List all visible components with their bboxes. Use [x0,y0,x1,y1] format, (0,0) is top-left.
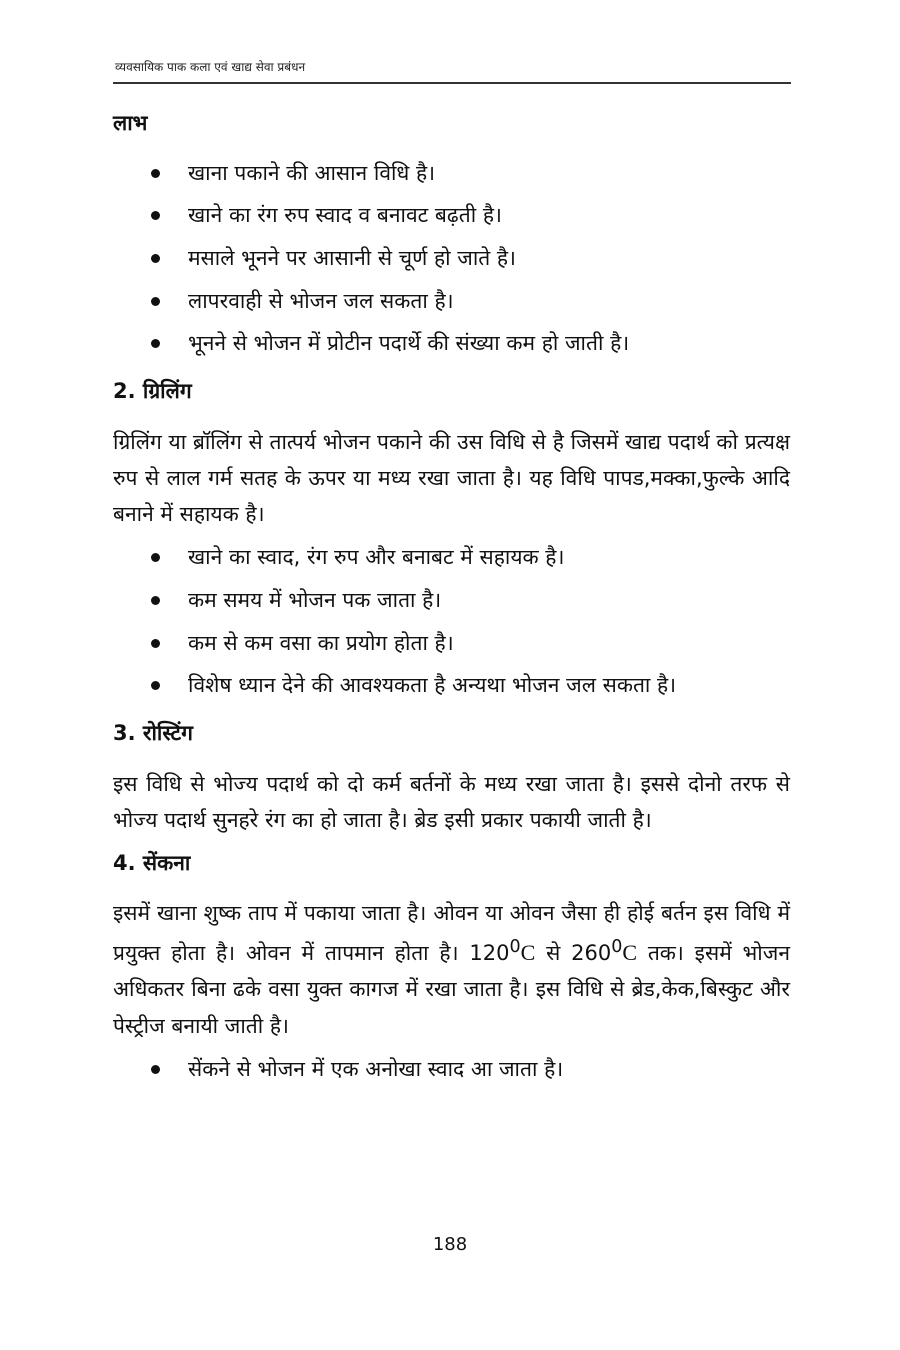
temp-range-word: से [546,940,561,965]
page-number: 188 [432,1234,468,1255]
bullet-icon [151,681,160,690]
bullet-icon [151,1065,160,1074]
bullet-icon [151,254,160,263]
degree-mark: 0 [611,936,623,957]
grilling-paragraph: ग्रिलिंग या ब्रॉलिंग से तात्पर्य भोजन पकाने की उस विधि से है जिसमें खाद्य पदार्थ को प्रत्यक्ष रुप से लाल गर्म सतह के ऊपर या मध्य रखा जाता है। यह विधि पापड,मक्का,फुल्के आदि बनाने में सहायक है। [113,429,790,527]
list-item [113,626,790,662]
baking-paragraph [113,895,790,1043]
degree-mark: 0 [509,936,521,957]
list-item [113,1052,790,1088]
list-item [113,326,790,362]
bullet-icon [151,553,160,562]
bullet-icon [151,297,160,306]
page-content [113,106,790,1099]
list-item-text: खाना पकाने की आसान विधि है। [188,160,436,185]
grilling-list [113,540,790,704]
list-item-text: कम से कम वसा का प्रयोग होता है। [188,630,454,655]
list-item-text: लापरवाही से भोजन जल सकता है। [188,288,454,313]
section-heading-baking: 4. सेंकना [113,850,191,875]
list-item-text: कम समय में भोजन पक जाता है। [188,587,442,612]
bullet-icon [151,211,160,220]
list-item [113,241,790,277]
temperature-high [571,936,638,965]
list-item-text: सेंकने से भोजन में एक अनोखा स्वाद आ जाता है। [188,1056,564,1081]
running-header: व्यवसायिक पाक कला एवं खाद्य सेवा प्रबंधन [115,60,306,74]
list-item [113,668,790,704]
section-heading-grilling: 2. ग्रिलिंग [113,379,192,404]
baking-text-part1: इसमें खाना शुष्क ताप में पकाया जाता है। ओवन या ओवन जैसा ही होई बर्तन इस विधि में प्रयुक्त होता है। ओवन में तापमान होता है। [113,901,790,965]
bullet-icon [151,339,160,348]
list-item [113,198,790,234]
temp-unit: C [520,939,536,965]
roasting-paragraph: इस विधि से भोज्य पदार्थ को दो कर्म बर्तनों के मध्य रखा जाता है। इससे दोनो तरफ से भोज्य पदार्थ सुनहरे रंग का हो जाता है। ब्रेड इसी प्रकार पकायी जाती है। [113,771,790,832]
list-item-text: विशेष ध्यान देने की आवश्यकता है अन्यथा भोजन जल सकता है। [188,673,677,698]
list-item-text: खाने का रंग रुप स्वाद व बनावट बढ़ती है। [188,203,502,228]
list-item [113,583,790,619]
baking-text-part2: तक। इसमें भोजन अधिकतर बिना ढके वसा युक्त कागज में रखा जाता है। इस विधि से ब्रेड,केक,बिस्कुट और पेस्ट्रीज बनायी जाती है। [113,940,790,1038]
header-rule [113,82,791,84]
list-item-text: खाने का स्वाद, रंग रुप और बनाबट में सहायक है। [188,545,565,570]
baking-list [113,1052,790,1088]
bullet-icon [151,169,160,178]
list-item [113,284,790,320]
section-heading-benefits: लाभ [113,111,148,135]
bullet-icon [151,596,160,605]
temperature-low [469,936,536,965]
temp-unit: C [622,939,638,965]
temp-low-value: 120 [469,940,510,965]
list-item [113,156,790,192]
temp-high-value: 260 [571,940,612,965]
list-item-text: मसाले भूनने पर आसानी से चूर्ण हो जाते है। [188,246,517,271]
section-heading-roasting: 3. रोस्टिंग [113,720,193,745]
bullet-icon [151,639,160,648]
list-item-text: भूनने से भोजन में प्रोटीन पदार्थे की संख्या कम हो जाती है। [188,331,630,356]
benefits-list [113,156,790,362]
list-item [113,540,790,576]
